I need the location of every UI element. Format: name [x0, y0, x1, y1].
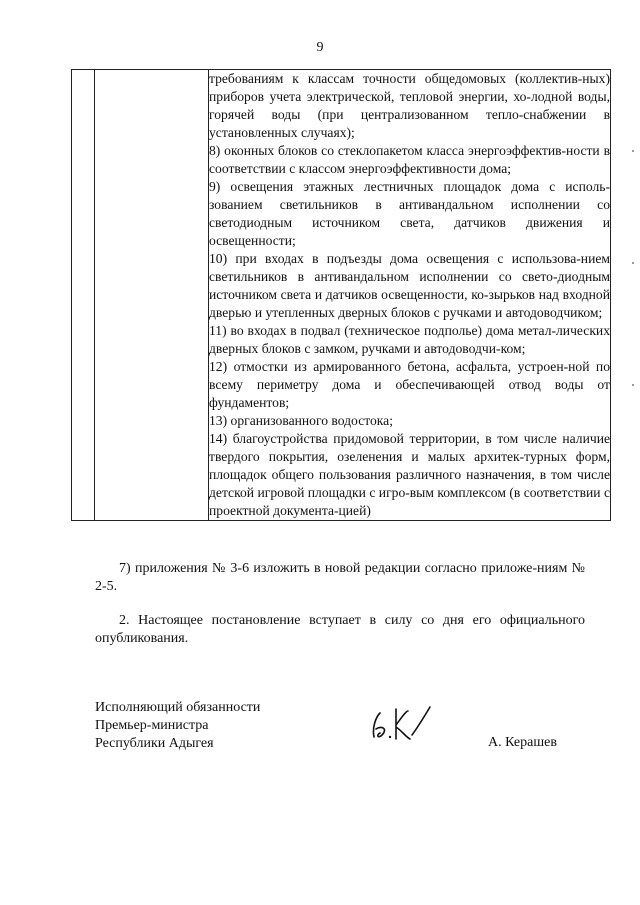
list-item: требованиям к классам точности общедомовых (коллектив-ных) приборов учета электрической, тепловой энергии, хо-лодной воды, горячей воды (при централизованном тепло-снабжении в установленных случаях); [209, 71, 610, 140]
table-cell-content [209, 70, 611, 521]
table-cell-name [95, 70, 209, 521]
table-row [72, 70, 611, 521]
list-item: 8) оконных блоков со стеклопакетом класса энергоэффектив-ности в соответствии с классом энергоэффективности дома; [209, 143, 610, 176]
scan-mark [632, 384, 634, 386]
signatory-title-line: Исполняющий обязанности [95, 700, 261, 715]
signatory-title-line: Республики Адыгея [95, 736, 214, 751]
signatory-name: А. Керашев [488, 735, 557, 750]
signatory-title [95, 699, 260, 753]
scan-mark [632, 150, 634, 152]
list-item: 10) при входах в подъезды дома освещения с использова-нием светильников в антивандальном исполнении со свето-диодным источником света и датчиков освещенности, ко-зырьков над входной дверью и утепленных дверных блоков с ручками и автодоводчиком; [209, 251, 610, 320]
scan-mark [632, 262, 634, 264]
signatory-title-line: Премьер-министра [95, 718, 209, 733]
list-item: 13) организованного водостока; [209, 413, 393, 428]
table-cell-number [72, 70, 95, 521]
list-item: 12) отмостки из армированного бетона, асфальта, устроен-ной по всему периметру дома и обеспечивающей отвод воды от фундаментов; [209, 359, 610, 410]
list-item: 14) благоустройства придомовой территории, в том числе наличие твердого покрытия, озеленения и малых архитек-турных форм, площадок общего пользования различного назначения, в том числе детской игровой площадки с игро-вым комплексом (в соответствии с проектной документа-цией) [209, 431, 610, 518]
list-item: 11) во входах в подвал (техническое подполье) дома метал-лических дверных блоков с замком, ручками и автодоводчи-ком; [209, 323, 610, 356]
handwritten-signature [366, 699, 436, 749]
paragraph-effective-date: 2. Настоящее постановление вступает в силу со дня его официального опубликования. [95, 613, 585, 646]
paragraph-amendment-7: 7) приложения № 3-6 изложить в новой редакции согласно приложе-ниям № 2-5. [95, 561, 585, 594]
list-item: 9) освещения этажных лестничных площадок дома с исполь-зованием светильников в антивандальном исполнении со светодиодным источником света, датчиков движения и освещенности; [209, 179, 610, 248]
page-number: 9 [316, 40, 324, 55]
document-table [71, 69, 611, 521]
